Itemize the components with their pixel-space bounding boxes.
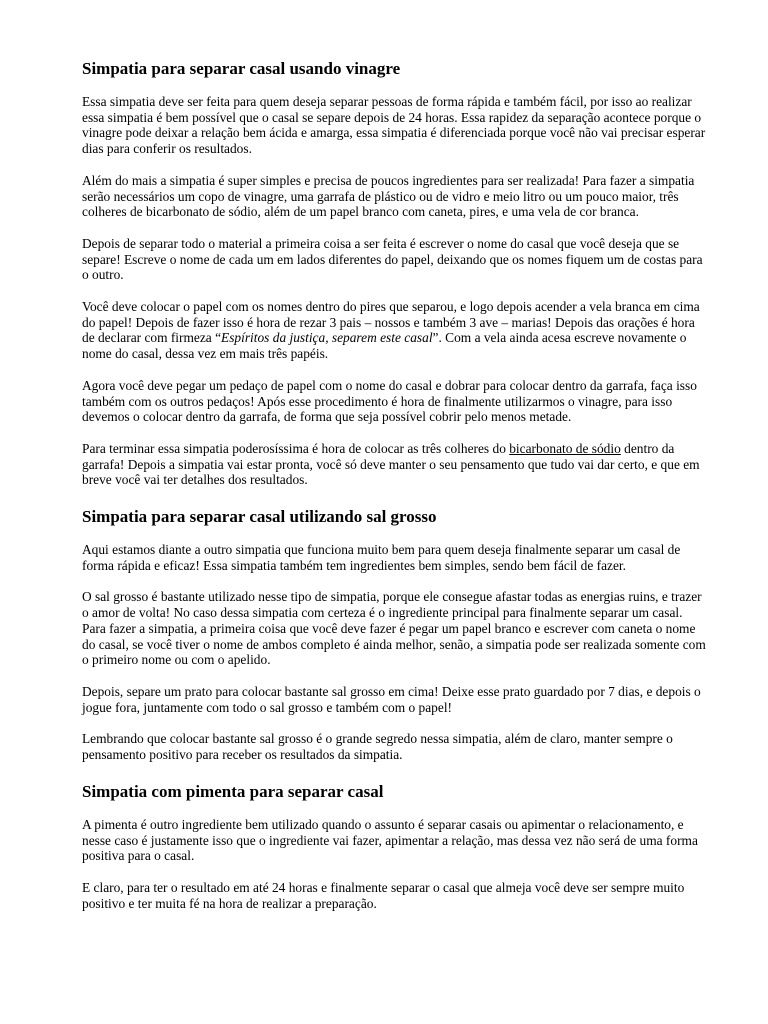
section-title-pimenta: Simpatia com pimenta para separar casal (82, 781, 384, 801)
paragraph-text: Você deve colocar o papel com os nomes dentro do pires que separou, e logo depois acender a vela branca em cima do papel! Depois de fazer isso é hora de rezar 3 pais – nossos e também 3 ave – marias! Depois das orações é hora de declarar com firmeza “ (82, 299, 700, 346)
paragraph-text: Para terminar essa simpatia poderosíssima é hora de colocar as três colheres do (82, 440, 510, 456)
paragraph: Além do mais a simpatia é super simples e precisa de poucos ingredientes para ser realizada! Para fazer a simpatia serão necessários um copo de vinagre, uma garrafa de plástico ou de vidro e meio litro ou um pouco maior, três colheres de bicarbonato de sódio, além de um papel branco com caneta, pires, e uma vela de cor branca. (82, 172, 695, 220)
paragraph: Depois de separar todo o material a primeira coisa a ser feita é escrever o nome do casal que você deseja que se separe! Escreve o nome de cada um em lados diferentes do papel, deixando que os nomes fiquem um de costas para o outro. (82, 235, 703, 283)
paragraph (82, 441, 708, 488)
italic-quote: Espíritos da justiça, separem este casal (221, 330, 433, 346)
paragraph: E claro, para ter o resultado em até 24 horas e finalmente separar o casal que almeja você deve ser sempre muito positivo e ter muita fé na hora de realizar a preparação. (82, 879, 685, 911)
paragraph: O sal grosso é bastante utilizado nesse tipo de simpatia, porque ele consegue afastar todas as energias ruins, e trazer o amor de volta! No caso dessa simpatia com certeza é o ingrediente principal para finalmente separar um casal. (82, 589, 702, 621)
paragraph: Aqui estamos diante a outro simpatia que funciona muito bem para quem deseja finalmente separar um casal de forma rápida e eficaz! Essa simpatia também tem ingredientes bem simples, sendo bem fácil de fazer. (82, 542, 681, 573)
paragraph: Essa simpatia deve ser feita para quem deseja separar pessoas de forma rápida e também fácil, por isso ao realizar essa simpatia é bem possível que o casal se separe depois de 24 horas. Essa rapidez da separação acontece porque o vinagre pode deixar a relação bem ácida e amarga, essa simpatia é diferenciada porque você não vai precisar esperar dias para conferir os resultados. (82, 94, 706, 157)
document-page (82, 58, 708, 927)
paragraph: Lembrando que colocar bastante sal grosso é o grande segredo nessa simpatia, além de claro, manter sempre o pensamento positivo para receber os resultados da simpatia. (82, 731, 673, 763)
paragraph (82, 299, 708, 362)
paragraph: Depois, separe um prato para colocar bastante sal grosso em cima! Deixe esse prato guardado por 7 dias, e depois o jogue fora, juntamente com todo o sal grosso e também com o papel! (82, 683, 701, 715)
paragraph-text: ”. Com a vela ainda acesa escreve novamente o nome do casal, dessa vez em mais três papéis. (82, 330, 687, 362)
paragraph: Para fazer a simpatia, a primeira coisa que você deve fazer é pegar um papel branco e escrever com caneta o nome do casal, se você tiver o nome de ambos completo é ainda melhor, senão, a simpatia pode ser realizada somente com o primeiro nome ou com o apelido. (82, 620, 706, 668)
section-title-sal-grosso: Simpatia para separar casal utilizando sal grosso (82, 507, 437, 527)
paragraph: Agora você deve pegar um pedaço de papel com o nome do casal e dobrar para colocar dentro da garrafa, faça isso também com os outros pedaços! Após esse procedimento é hora de finalmente utilizarmos o vinagre, para isso devemos o colocar dentro da garrafa, de forma que seja possível cobrir pelo menos metade. (82, 377, 697, 425)
paragraph: A pimenta é outro ingrediente bem utilizado quando o assunto é separar casais ou apimentar o relacionamento, e nesse caso é justamente isso que o ingrediente vai fazer, apimentar a relação, mas dessa vez não será de uma forma positiva para o casal. (82, 816, 698, 864)
section-title-vinagre: Simpatia para separar casal usando vinagre (82, 59, 401, 78)
paragraph-text: dentro da garrafa! Depois a simpatia vai estar pronta, você só deve manter o seu pensamento que tudo vai dar certo, e que em breve você vai ter detalhes dos resultados. (82, 440, 700, 488)
bicarbonato-link[interactable]: bicarbonato de sódio (509, 440, 621, 456)
